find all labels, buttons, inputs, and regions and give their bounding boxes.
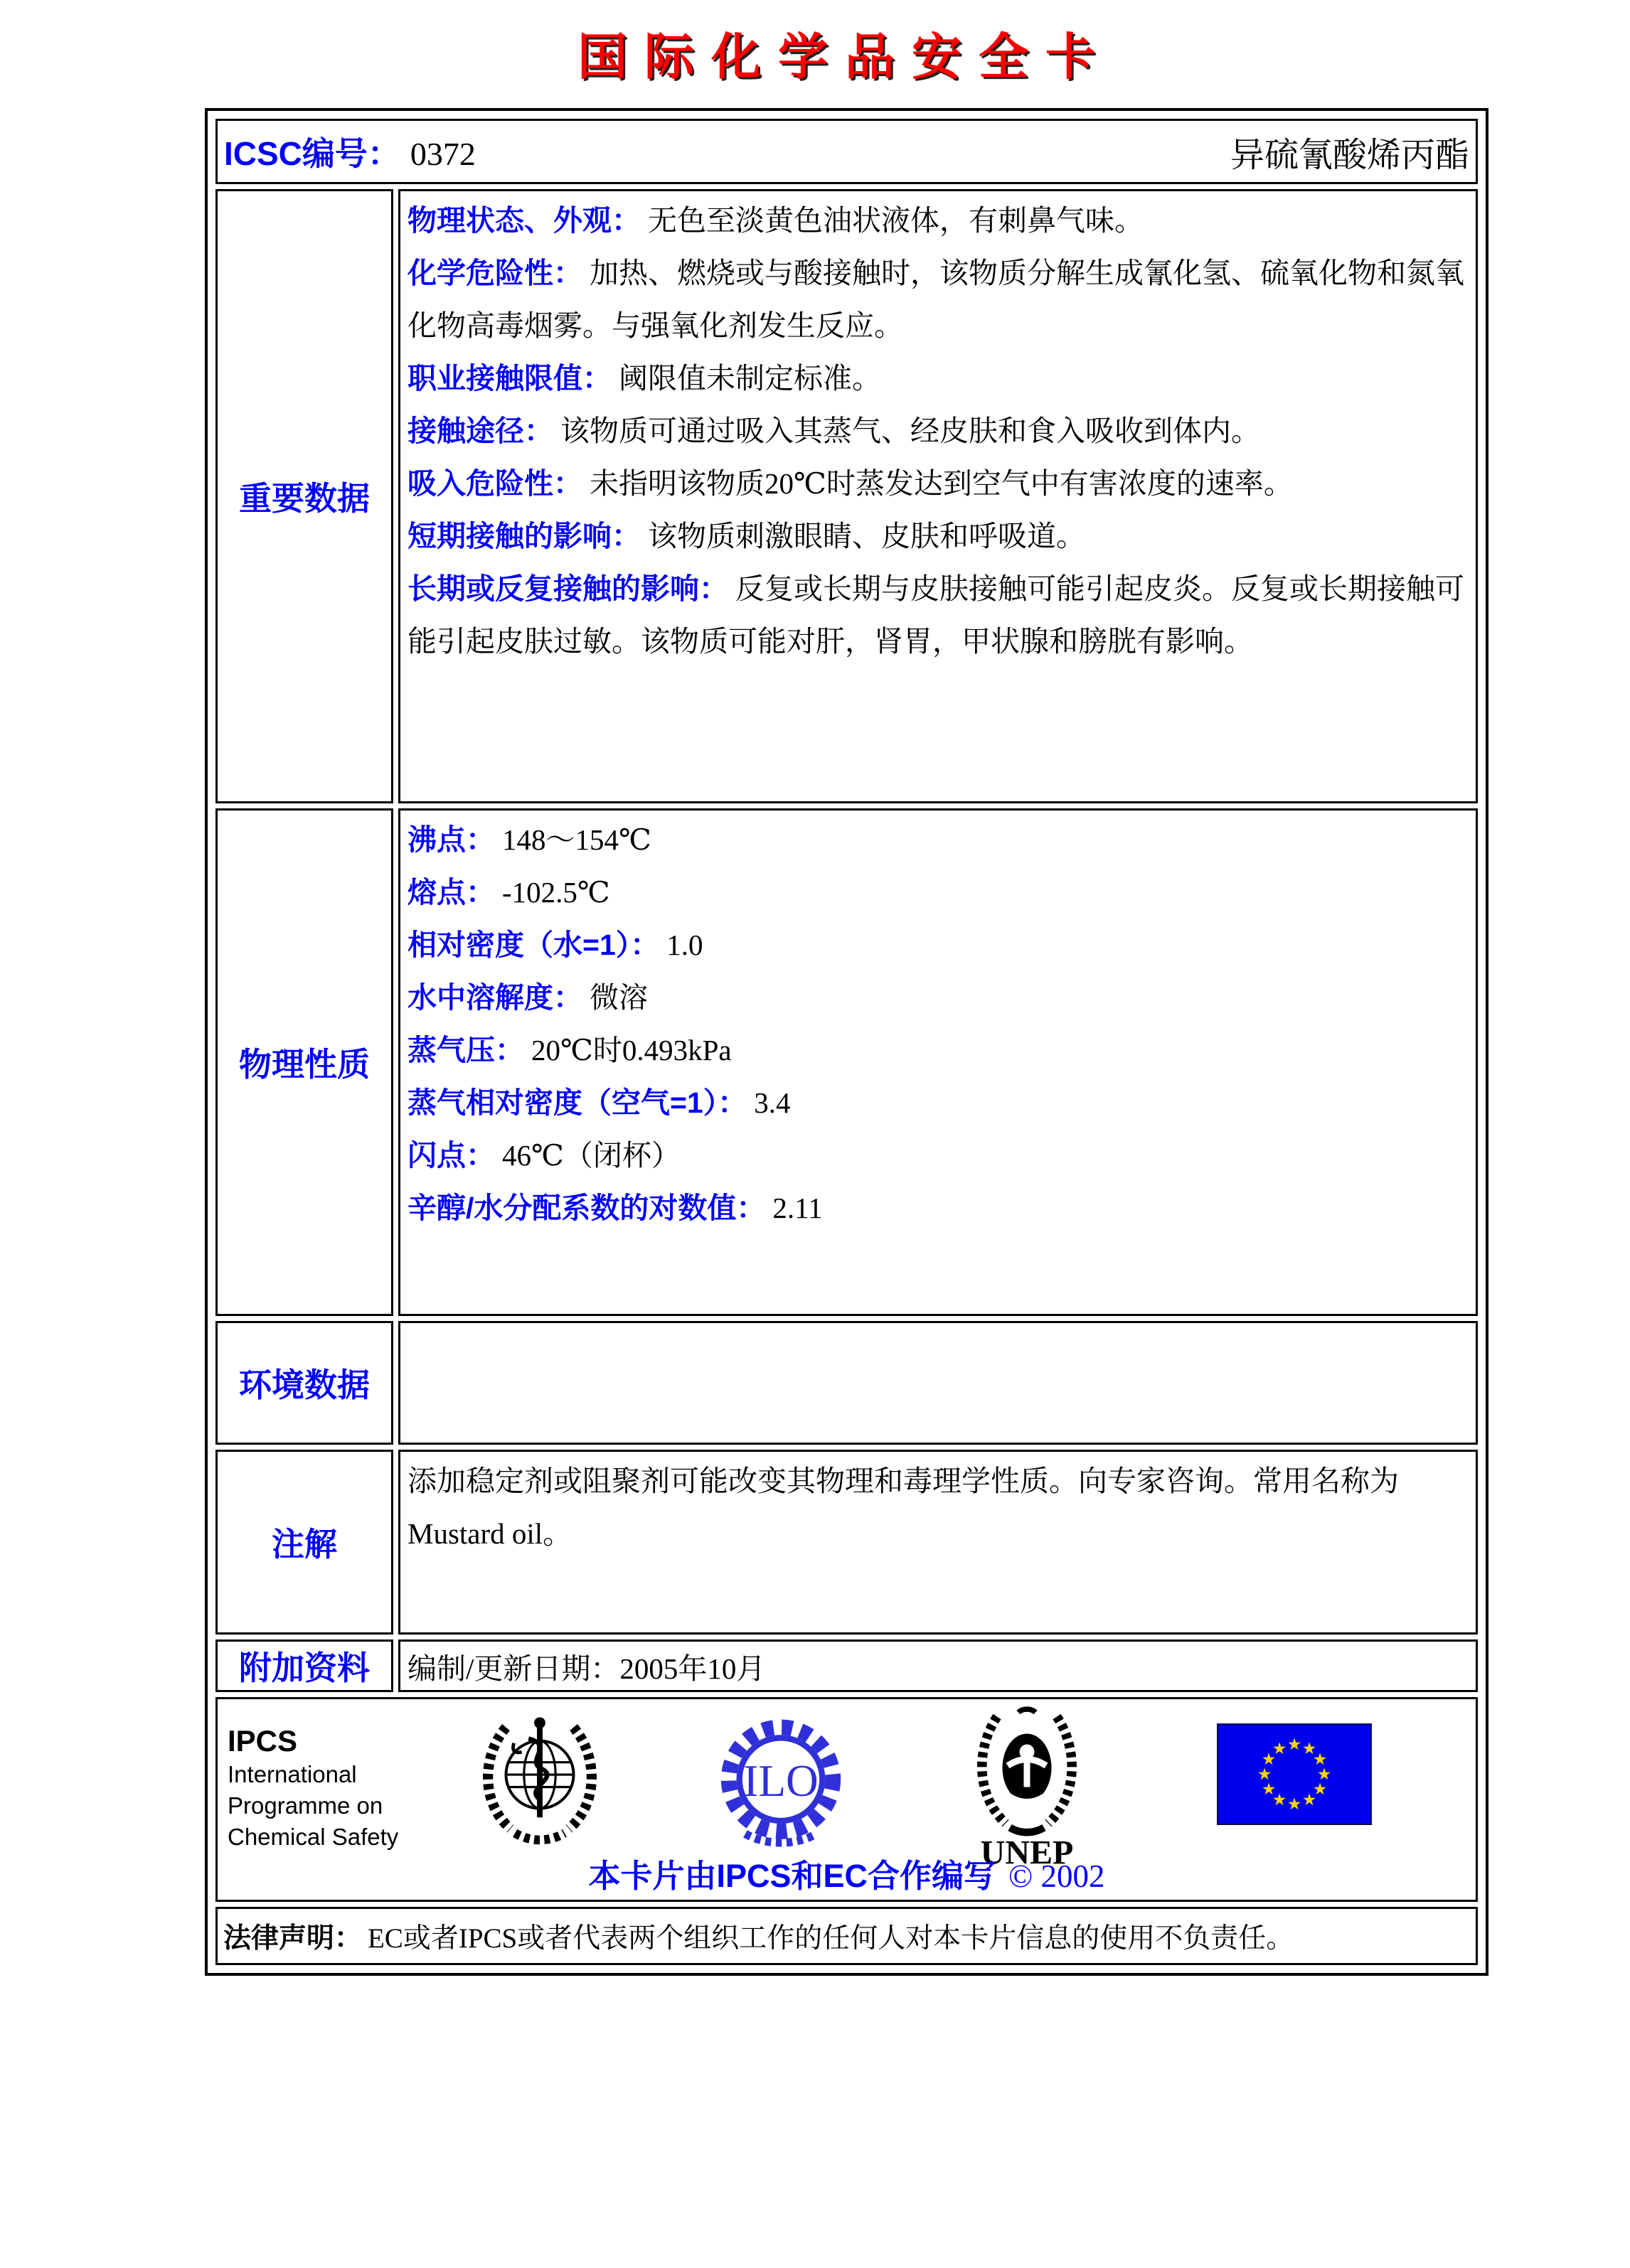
section-label-physical-properties: 物理性质 xyxy=(239,1046,370,1083)
svg-text:★: ★ xyxy=(1312,1750,1328,1769)
chemical-name: 异硫氰酸烯丙酯 xyxy=(1230,136,1469,174)
section-label-additional-info: 附加资料 xyxy=(239,1649,370,1686)
item-label: 物理状态、外观： xyxy=(408,204,641,237)
svg-text:★: ★ xyxy=(1316,1765,1332,1784)
ipcs-line: Chemical Safety xyxy=(228,1824,399,1850)
item-text: 未指明该物质20℃时蒸发达到空气中有害浓度的速率。 xyxy=(590,467,1293,500)
svg-text:★: ★ xyxy=(1312,1780,1328,1799)
physical-property-item xyxy=(408,1129,1469,1182)
item-text: 148～154℃ xyxy=(502,823,651,856)
copyright-text: © 2002 xyxy=(1008,1858,1105,1894)
ilo-caption: ILO xyxy=(743,1756,819,1806)
item-label: 蒸气相对密度（空气=1）： xyxy=(408,1086,747,1119)
ipcs-line: Programme on xyxy=(228,1792,383,1819)
physical-property-item xyxy=(408,1076,1469,1129)
card-table xyxy=(211,114,1483,1970)
item-label: 长期或反复接触的影响： xyxy=(408,572,728,605)
credit-line xyxy=(218,1850,1476,1896)
physical-property-item xyxy=(408,1024,1469,1076)
item-label: 短期接触的影响： xyxy=(408,520,641,552)
item-text: 3.4 xyxy=(754,1086,791,1119)
item-label: 相对密度（水=1）： xyxy=(408,929,660,961)
svg-text:★: ★ xyxy=(1272,1791,1287,1809)
svg-text:★: ★ xyxy=(1301,1740,1317,1758)
header-row xyxy=(215,119,1478,184)
item-text: 加热、燃烧或与酸接触时，该物质分解生成氰化氢、硫氧化物和氮氧化物高毒烟雾。与强氧化剂发生反应。 xyxy=(408,257,1464,342)
svg-text:★: ★ xyxy=(1287,1735,1302,1754)
physical-property-item xyxy=(408,919,1469,971)
ipcs-title: IPCS xyxy=(228,1724,298,1758)
section-label-cell-important-data xyxy=(215,189,393,803)
section-content-important-data xyxy=(398,189,1478,803)
section-label-cell-additional-info xyxy=(215,1640,393,1692)
additional-info-text: 编制/更新日期：2005年10月 xyxy=(408,1652,766,1685)
section-content-additional-info xyxy=(398,1640,1478,1692)
important-data-item xyxy=(408,247,1469,352)
physical-property-item xyxy=(408,1182,1469,1234)
item-text: 20℃时0.493kPa xyxy=(531,1034,732,1066)
section-content-physical-properties xyxy=(398,808,1478,1316)
section-label-notes: 注解 xyxy=(272,1526,337,1563)
svg-text:★: ★ xyxy=(1287,1795,1302,1814)
physical-property-item xyxy=(408,813,1469,866)
item-label: 职业接触限值： xyxy=(408,362,612,395)
item-label: 蒸气压： xyxy=(408,1034,524,1066)
item-label: 熔点： xyxy=(408,876,495,909)
important-data-item xyxy=(408,457,1469,510)
item-text: 该物质可通过吸入其蒸气、经皮肤和食入吸收到体内。 xyxy=(560,414,1260,447)
important-data-item xyxy=(408,405,1469,457)
item-text: 该物质刺激眼睛、皮肤和呼吸道。 xyxy=(648,520,1085,552)
item-text: 2.11 xyxy=(772,1192,823,1224)
unep-caption: UNEP xyxy=(980,1834,1074,1871)
svg-text:★: ★ xyxy=(1261,1750,1277,1769)
eu-flag-icon xyxy=(1217,1723,1372,1825)
svg-text:★: ★ xyxy=(1261,1780,1277,1799)
item-label: 吸入危险性： xyxy=(408,467,582,500)
section-label-cell-notes xyxy=(215,1450,393,1635)
item-label: 辛醇/水分配系数的对数值： xyxy=(408,1192,766,1224)
item-text: 无色至淡黄色油状液体，有刺鼻气味。 xyxy=(648,204,1144,237)
ilo-logo-icon xyxy=(710,1711,852,1853)
section-content-environmental-data xyxy=(398,1321,1478,1445)
item-text: -102.5℃ xyxy=(502,876,610,909)
icsc-number-group xyxy=(224,128,476,175)
legal-text: EC或者IPCS或者代表两个组织工作的任何人对本卡片信息的使用不负责任。 xyxy=(368,1923,1294,1954)
legal-row xyxy=(215,1907,1478,1965)
item-label: 化学危险性： xyxy=(408,257,582,289)
credit-text: 本卡片由IPCS和EC合作编写 xyxy=(588,1858,996,1894)
notes-text: 添加稳定剂或阻聚剂可能改变其物理和毒理学性质。向专家咨询。常用名称为Mustard oil。 xyxy=(408,1465,1399,1550)
section-label-cell-environmental-data xyxy=(215,1321,393,1445)
icsc-card xyxy=(205,108,1488,1976)
icsc-number-value: 0372 xyxy=(410,136,476,172)
page-title: 国际化学品安全卡 xyxy=(577,31,1112,85)
important-data-item xyxy=(408,194,1469,247)
physical-property-item xyxy=(408,866,1469,919)
item-text: 反复或长期与皮肤接触可能引起皮炎。反复或长期接触可能引起皮肤过敏。该物质可能对肝，肾胃，甲状腺和膀胱有影响。 xyxy=(408,572,1464,658)
important-data-item xyxy=(408,510,1469,562)
section-content-notes xyxy=(398,1450,1478,1635)
item-label: 沸点： xyxy=(408,823,495,856)
physical-property-item xyxy=(408,971,1469,1024)
icsc-number-label: ICSC编号： xyxy=(224,135,400,172)
section-label-environmental-data: 环境数据 xyxy=(239,1366,370,1403)
important-data-item xyxy=(408,562,1469,668)
footer-row xyxy=(215,1697,1478,1902)
item-label: 闪点： xyxy=(408,1139,495,1172)
ipcs-line: International xyxy=(228,1761,357,1787)
svg-text:★: ★ xyxy=(1272,1740,1287,1758)
item-label: 水中溶解度： xyxy=(408,981,582,1014)
item-text: 阈限值未制定标准。 xyxy=(619,362,881,395)
item-text: 1.0 xyxy=(666,929,703,961)
section-label-important-data: 重要数据 xyxy=(239,480,370,517)
unep-logo-icon xyxy=(963,1703,1091,1871)
legal-label: 法律声明： xyxy=(223,1923,363,1954)
important-data-item xyxy=(408,352,1469,405)
item-text: 微溶 xyxy=(590,981,648,1014)
section-label-cell-physical-properties xyxy=(215,808,393,1316)
item-label: 接触途径： xyxy=(408,414,553,447)
ipcs-text-block xyxy=(228,1723,398,1853)
who-logo-icon xyxy=(472,1709,607,1851)
svg-text:★: ★ xyxy=(1257,1765,1272,1784)
item-text: 46℃（闭杯） xyxy=(502,1139,681,1172)
svg-text:★: ★ xyxy=(1301,1791,1317,1809)
